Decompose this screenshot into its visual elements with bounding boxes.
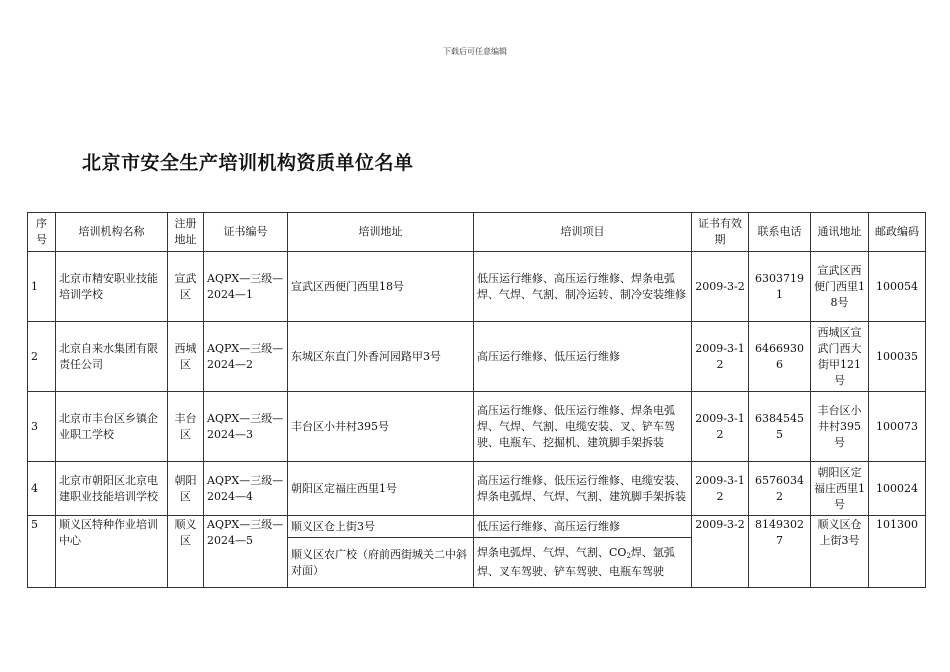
proj-subscript: 2: [626, 552, 631, 560]
cell-name: 北京市朝阳区北京电建职业技能培训学校: [56, 462, 168, 516]
cell-proj: 低压运行维修、高压运行维修: [474, 516, 692, 538]
col-header-valid: 证书有效期: [692, 213, 749, 252]
col-header-proj: 培训项目: [474, 213, 692, 252]
cell-addr: 宣武区西便门西里18号: [288, 252, 474, 322]
cell-phone: 65760342: [749, 462, 811, 516]
training-institution-table: [27, 212, 926, 588]
proj-text-part: 焊、氩弧焊、叉车驾驶、铲车驾驶、电瓶车驾驶: [477, 546, 675, 578]
col-header-mail: 通讯地址: [811, 213, 869, 252]
cell-addr: 东城区东直门外香河园路甲3号: [288, 322, 474, 392]
table-row: [28, 322, 926, 392]
col-header-no: 序号: [28, 213, 56, 252]
cell-addr: 顺义区仓上街3号: [288, 516, 474, 538]
cell-valid: 2009-3-12: [692, 462, 749, 516]
cell-mail: 宣武区西便门西里18号: [811, 252, 869, 322]
cell-reg: 宣武区: [168, 252, 204, 322]
cell-zip: 101300: [869, 516, 926, 588]
cell-proj-secondary: [474, 538, 692, 588]
cell-name: 北京市丰台区乡镇企业职工学校: [56, 392, 168, 462]
table-row: [28, 462, 926, 516]
cell-cert: AQPX—三级—2024—1: [204, 252, 288, 322]
cell-no: 5: [28, 516, 56, 588]
cell-mail: 朝阳区定福庄西里1号: [811, 462, 869, 516]
col-header-phone: 联系电话: [749, 213, 811, 252]
cell-mail: 西城区宣武门西大街甲121号: [811, 322, 869, 392]
col-header-zip: 邮政编码: [869, 213, 926, 252]
cell-mail: 丰台区小井村395号: [811, 392, 869, 462]
cell-zip: 100054: [869, 252, 926, 322]
cell-proj: 低压运行维修、高压运行维修、焊条电弧焊、气焊、气割、制冷运转、制冷安装维修: [474, 252, 692, 322]
cell-name: 北京自来水集团有限责任公司: [56, 322, 168, 392]
cell-cert: AQPX—三级—2024—2: [204, 322, 288, 392]
cell-zip: 100073: [869, 392, 926, 462]
col-header-name: 培训机构名称: [56, 213, 168, 252]
cell-reg: 丰台区: [168, 392, 204, 462]
table-row: [28, 516, 926, 538]
cell-cert: AQPX—三级—2024—5: [204, 516, 288, 588]
col-header-addr: 培训地址: [288, 213, 474, 252]
cell-addr: 丰台区小井村395号: [288, 392, 474, 462]
cell-phone: 63037191: [749, 252, 811, 322]
header-note: 下载后可任意编辑: [443, 47, 507, 56]
cell-addr: 朝阳区定福庄西里1号: [288, 462, 474, 516]
cell-valid: 2009-3-12: [692, 392, 749, 462]
cell-no: 3: [28, 392, 56, 462]
col-header-cert: 证书编号: [204, 213, 288, 252]
proj-text-part: 焊条电弧焊、气焊、气割、CO: [477, 546, 627, 559]
cell-proj: 高压运行维修、低压运行维修: [474, 322, 692, 392]
cell-phone: 64669306: [749, 322, 811, 392]
cell-valid: 2009-3-12: [692, 322, 749, 392]
cell-valid: 2009-3-2: [692, 252, 749, 322]
cell-name: 北京市精安职业技能培训学校: [56, 252, 168, 322]
cell-phone: 63845455: [749, 392, 811, 462]
cell-proj: 高压运行维修、低压运行维修、电缆安装、焊条电弧焊、气焊、气割、建筑脚手架拆装: [474, 462, 692, 516]
cell-valid: 2009-3-2: [692, 516, 749, 588]
cell-reg: 朝阳区: [168, 462, 204, 516]
table-row: [28, 392, 926, 462]
cell-name: 顺义区特种作业培训中心: [56, 516, 168, 588]
cell-no: 4: [28, 462, 56, 516]
cell-addr-secondary: 顺义区农广校（府前西街城关二中斜对面）: [288, 538, 474, 588]
cell-cert: AQPX—三级—2024—3: [204, 392, 288, 462]
table-row: [28, 252, 926, 322]
cell-reg: 西城区: [168, 322, 204, 392]
cell-reg: 顺义区: [168, 516, 204, 588]
page-title: 北京市安全生产培训机构资质单位名单: [82, 152, 414, 174]
cell-cert: AQPX—三级—2024—4: [204, 462, 288, 516]
cell-no: 2: [28, 322, 56, 392]
cell-mail: 顺义区仓上街3号: [811, 516, 869, 588]
cell-proj: 高压运行维修、低压运行维修、焊条电弧焊、气焊、气割、电缆安装、叉、铲车驾驶、电瓶车、挖掘机、建筑脚手架拆装: [474, 392, 692, 462]
cell-phone: 81493027: [749, 516, 811, 588]
table-header-row: [28, 213, 926, 252]
cell-no: 1: [28, 252, 56, 322]
cell-zip: 100035: [869, 322, 926, 392]
col-header-reg: 注册地址: [168, 213, 204, 252]
cell-zip: 100024: [869, 462, 926, 516]
